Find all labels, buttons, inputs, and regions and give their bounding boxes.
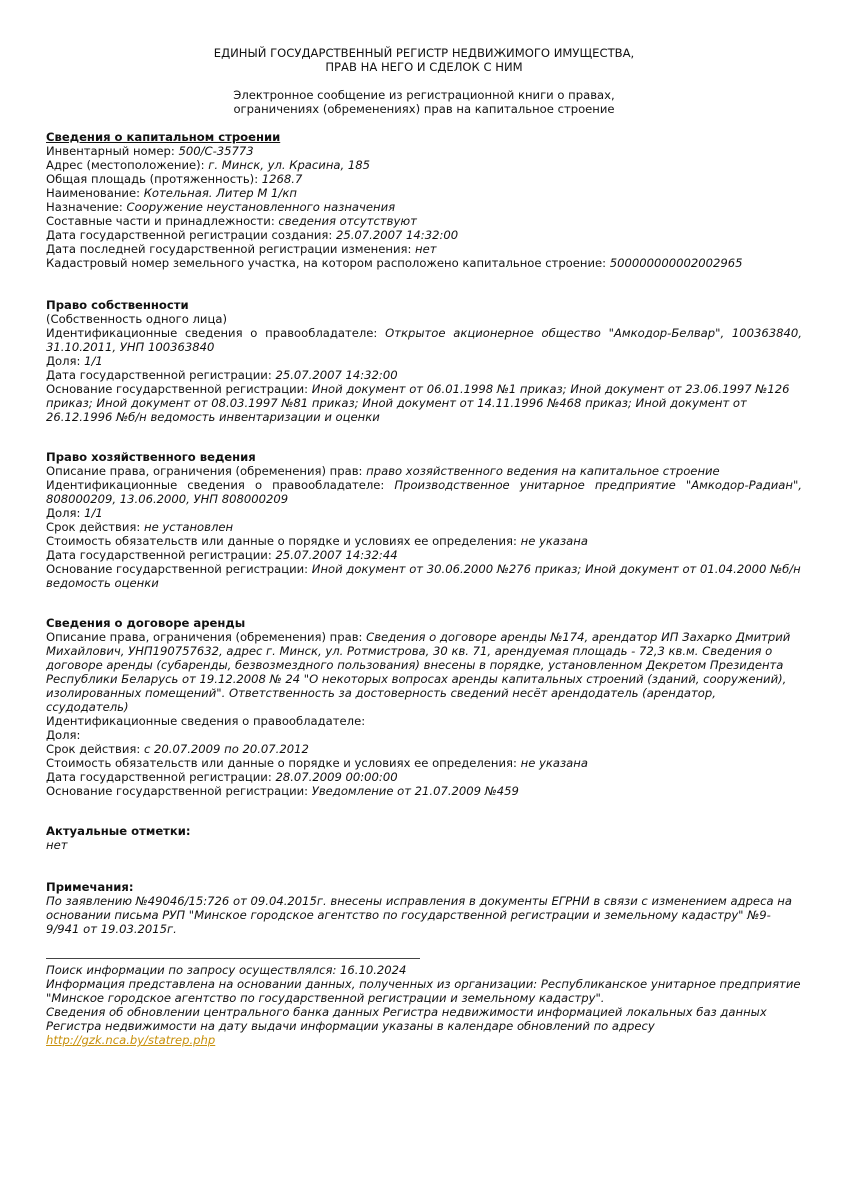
field-row — [46, 630, 802, 714]
field-label: Доля: — [46, 728, 81, 742]
section-lease — [46, 616, 802, 798]
field-row — [46, 562, 802, 590]
section-ownership — [46, 298, 802, 424]
field-row — [46, 520, 802, 534]
field-row — [46, 506, 802, 520]
field-label: Идентификационные сведения о правообладателе: — [46, 326, 386, 340]
field-label: Описание права, ограничения (обременения) прав: — [46, 464, 367, 478]
message-subtitle-line-2: ограничениях (обременениях) прав на капитальное строение — [233, 102, 615, 116]
field-row — [46, 228, 802, 242]
field-row — [46, 256, 802, 270]
field-row — [46, 144, 802, 158]
field-label: Дата последней государственной регистрации изменения: — [46, 242, 416, 256]
field-row — [46, 172, 802, 186]
footer-divider — [46, 958, 420, 959]
field-label: Стоимость обязательств или данные о порядке и условиях ее определения: — [46, 756, 521, 770]
message-subtitle-line-1: Электронное сообщение из регистрационной книги о правах, — [233, 88, 615, 102]
field-label: Идентификационные сведения о правообладателе: — [46, 714, 366, 728]
field-label: Общая площадь (протяженность): — [46, 172, 262, 186]
field-value: г. Минск, ул. Красина, 185 — [208, 158, 371, 172]
field-label: Описание права, ограничения (обременения) прав: — [46, 630, 367, 644]
field-value: с 20.07.2009 по 20.07.2012 — [143, 742, 309, 756]
field-value: не указана — [520, 534, 588, 548]
current-marks-value: нет — [46, 838, 68, 852]
field-label: Назначение: — [46, 200, 127, 214]
field-row — [46, 534, 802, 548]
field-row — [46, 464, 802, 478]
field-row — [46, 368, 802, 382]
field-row — [46, 756, 802, 770]
field-label: Дата государственной регистрации: — [46, 548, 276, 562]
field-label: Стоимость обязательств или данные о порядке и условиях ее определения: — [46, 534, 521, 548]
section-economic-management — [46, 450, 802, 590]
field-value: Котельная. Литер М 1/кп — [143, 186, 297, 200]
field-row — [46, 242, 802, 256]
field-row — [46, 714, 802, 728]
document-footer — [46, 958, 802, 1047]
field-label: Основание государственной регистрации: — [46, 562, 312, 576]
field-value: 28.07.2009 00:00:00 — [275, 770, 398, 784]
section-building — [46, 130, 802, 270]
field-value: Сведения о договоре аренды №174, арендатор ИП Захарко Дмитрий Михайлович, УНП190757632, адрес г. Минск, ул. Ротмистрова, 30 кв. 71, арендуемая площадь - 72,3 кв.м. Сведения о договоре аренды (субаренды, безвозмездного пользования) внесены в порядке, установленном Декретом Президента Республики Беларусь от 19.12.2008 № 24 "О некоторых вопросах аренды капитальных строений (зданий, сооружений), изолированных помещений". Ответственность за достоверность сведений несёт арендодатель (арендатор, ссудодатель) — [46, 630, 791, 714]
field-label: Срок действия: — [46, 742, 144, 756]
field-row — [46, 784, 802, 798]
field-row — [46, 548, 802, 562]
statrep-link[interactable]: http://gzk.nca.by/statrep.php — [46, 1033, 216, 1047]
field-row — [46, 214, 802, 228]
field-label: Составные части и принадлежности: — [46, 214, 279, 228]
section-current-marks — [46, 824, 802, 852]
notes-text: По заявлению №49046/15:726 от 09.04.2015г. внесены исправления в документы ЕГРНИ в связи с изменением адреса на основании письма РУП "Минское городское агентство по государственной регистрации и земельному кадастру" №9-9/941 от 19.03.2015г. — [46, 894, 792, 936]
field-value: 500000000002002965 — [609, 256, 743, 270]
section-title-notes: Примечания: — [46, 880, 134, 894]
field-label: Дата государственной регистрации: — [46, 770, 276, 784]
section-title-lease: Сведения о договоре аренды — [46, 616, 246, 630]
field-label: Основание государственной регистрации: — [46, 784, 312, 798]
field-value: Открытое акционерное общество "Амкодор-Белвар", 100363840, 31.10.2011, УНП 100363840 — [46, 326, 802, 354]
registry-title-line-2: ПРАВ НА НЕГО И СДЕЛОК С НИМ — [325, 60, 523, 74]
field-value: право хозяйственного ведения на капитальное строение — [366, 464, 720, 478]
field-value: нет — [415, 242, 437, 256]
field-value: Сооружение неустановленного назначения — [126, 200, 396, 214]
field-row — [46, 478, 802, 506]
search-date: Поиск информации по запросу осуществлялся: 16.10.2024 — [46, 963, 407, 977]
field-row — [46, 186, 802, 200]
section-title-economic-management: Право хозяйственного ведения — [46, 450, 256, 464]
section-title-building: Сведения о капитальном строении — [46, 130, 281, 144]
registry-title-line-1: ЕДИНЫЙ ГОСУДАРСТВЕННЫЙ РЕГИСТР НЕДВИЖИМОГО ИМУЩЕСТВА, — [213, 46, 635, 60]
field-value: Уведомление от 21.07.2009 №459 — [311, 784, 519, 798]
field-label: Основание государственной регистрации: — [46, 382, 312, 396]
field-label: Инвентарный номер: — [46, 144, 179, 158]
section-title-current-marks: Актуальные отметки: — [46, 824, 191, 838]
field-row — [46, 354, 802, 368]
update-info: Сведения об обновлении центрального банка данных Регистра недвижимости информацией локальных баз данных Регистра недвижимости на дату выдачи информации указаны в календаре обновлений по адресу — [46, 1005, 767, 1033]
field-value: 25.07.2007 14:32:00 — [335, 228, 459, 242]
field-value: Иной документ от 06.01.1998 №1 приказ; Иной документ от 23.06.1997 №126 приказ; Иной документ от 08.03.1997 №81 приказ; Иной документ от 14.11.1996 №468 приказ; Иной документ от 26.12.1996 №б/н ведомость инвентаризации и оценки — [46, 382, 790, 424]
field-row — [46, 742, 802, 756]
field-value: 1/1 — [84, 354, 103, 368]
field-label: Доля: — [46, 354, 85, 368]
field-label: Доля: — [46, 506, 85, 520]
field-label: Идентификационные сведения о правообладателе: — [46, 478, 395, 492]
field-value: 25.07.2007 14:32:44 — [275, 548, 398, 562]
document-header — [0, 46, 848, 116]
field-label: Срок действия: — [46, 520, 144, 534]
field-row — [46, 326, 802, 354]
field-value: 25.07.2007 14:32:00 — [275, 368, 398, 382]
field-value: не указана — [520, 756, 588, 770]
field-label: Дата государственной регистрации создания: — [46, 228, 336, 242]
data-source: Информация представлена на основании данных, полученных из организации: Республиканское унитарное предприятие "Минское городское агентство по государственной регистрации и земельному кадастру". — [46, 977, 801, 1005]
field-row — [46, 382, 802, 424]
section-notes — [46, 880, 802, 936]
field-value: 500/C-35773 — [178, 144, 254, 158]
ownership-type: (Собственность одного лица) — [46, 312, 227, 326]
field-value: Иной документ от 30.06.2000 №276 приказ; Иной документ от 01.04.2000 №б/н ведомость оценки — [46, 562, 801, 590]
field-value: 1/1 — [84, 506, 103, 520]
field-value: сведения отсутствуют — [278, 214, 417, 228]
field-value: не установлен — [143, 520, 234, 534]
field-row — [46, 728, 802, 742]
field-row — [46, 770, 802, 784]
section-title-ownership: Право собственности — [46, 298, 189, 312]
field-row — [46, 200, 802, 214]
field-label: Кадастровый номер земельного участка, на котором расположено капитальное строение: — [46, 256, 610, 270]
document-content — [46, 130, 802, 964]
field-label: Адрес (местоположение): — [46, 158, 209, 172]
field-label: Дата государственной регистрации: — [46, 368, 276, 382]
field-value: Производственное унитарное предприятие "Амкодор-Радиан", 808000209, 13.06.2000, УНП 808000209 — [46, 478, 802, 506]
field-value: 1268.7 — [261, 172, 303, 186]
field-label: Наименование: — [46, 186, 144, 200]
field-row — [46, 158, 802, 172]
